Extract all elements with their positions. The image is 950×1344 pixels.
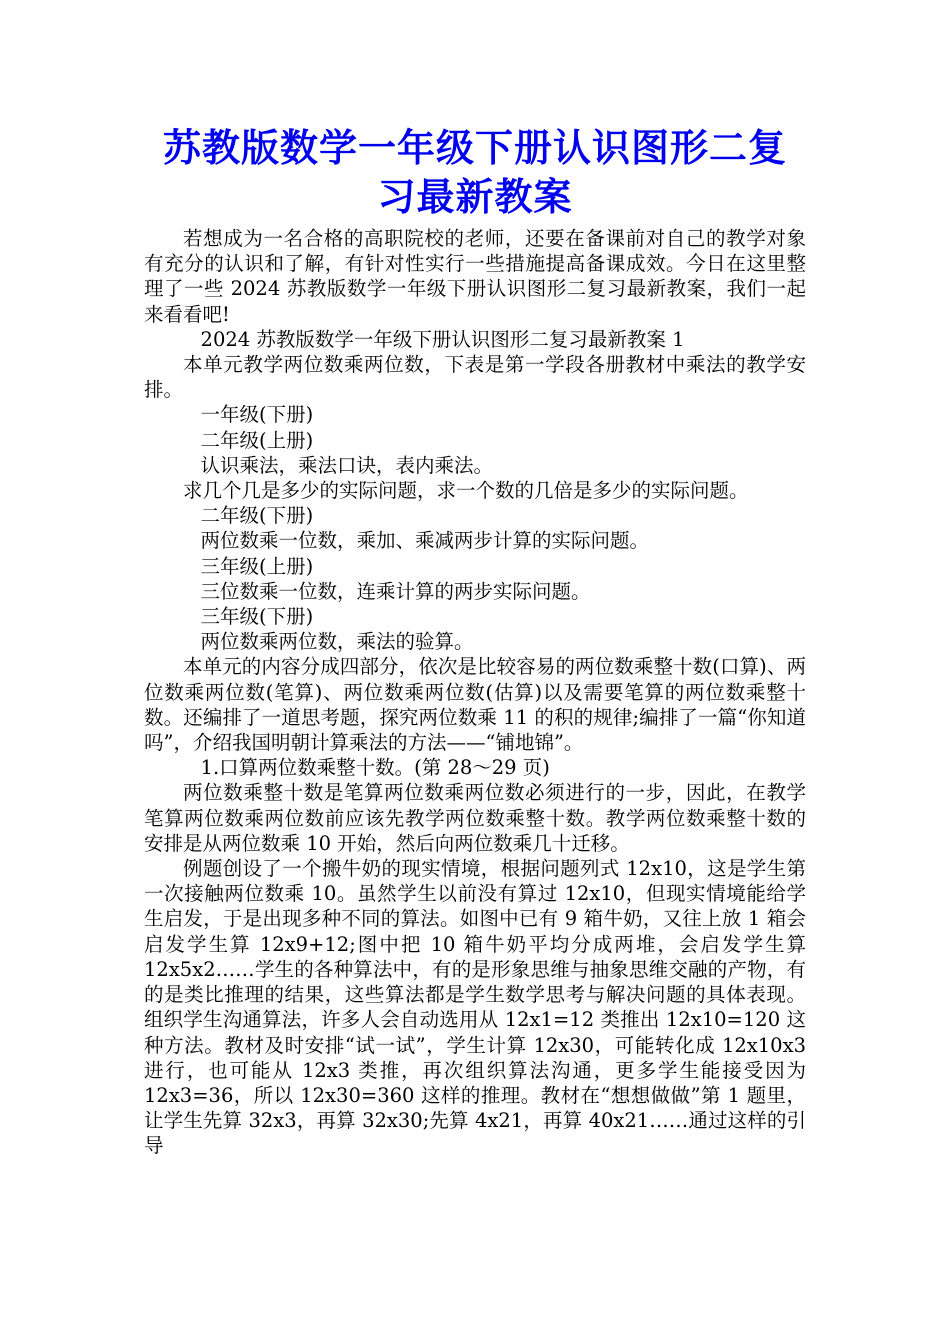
grade-label: 二年级(下册)	[200, 504, 314, 528]
grade-label: 二年级(上册)	[200, 428, 314, 452]
grade-label: 三年级(上册)	[200, 554, 314, 578]
paragraph: 本单元教学两位数乘两位数，下表是第一学段各册教材中乘法的教学安排。	[144, 353, 806, 402]
document-page	[144, 124, 806, 1159]
paragraph: 两位数乘整十数是笔算两位数乘两位数必须进行的一步，因此，在教学笔算两位数乘两位数前应该先教学两位数乘整十数。教学两位数乘整十数的安排是从两位数乘 10 开始，然后向两位数乘几十迁移。	[144, 781, 806, 855]
paragraph: 认识乘法，乘法口诀，表内乘法。	[200, 453, 494, 477]
paragraph: 两位数乘两位数，乘法的验算。	[200, 630, 474, 654]
paragraph: 本单元的内容分成四部分，依次是比较容易的两位数乘整十数(口算)、两位数乘两位数(笔算)、两位数乘两位数(估算)以及需要笔算的两位数乘整十数。还编排了一道思考题，探究两位数乘 11 的积的规律;编排了一篇“你知道吗”，介绍我国明朝计算乘法的方法——“铺地锦”。	[144, 655, 806, 755]
grade-label: 一年级(下册)	[200, 403, 314, 427]
grade-label: 三年级(下册)	[200, 605, 314, 629]
paragraph: 求几个几是多少的实际问题，求一个数的几倍是多少的实际问题。	[183, 479, 749, 503]
document-title: 苏教版数学一年级下册认识图形二复习最新教案	[162, 126, 787, 219]
paragraph: 例题创设了一个搬牛奶的现实情境，根据问题列式 12x10，这是学生第一次接触两位数乘 10。虽然学生以前没有算过 12x10，但现实情境能给学生启发，于是出现多种不同的算法。如图中已有 9 箱牛奶，又往上放 1 箱会启发学生算 12x9+12;图中把 10 箱牛奶平均分成两堆，会启发学生算 12x5x2……学生的各种算法中，有的是形象思维与抽象思维交融的产物，有的是类比推理的结果，这些算法都是学生数学思考与解决问题的具体表现。组织学生沟通算法，许多人会自动选用从 12x1=12 类推出 12x10=120 这种方法。教材及时安排“试一试”，学生计算 12x30，可能转化成 12x10x3 进行，也可能从 12x3 类推，再次组织算法沟通，更多学生能接受因为 12x3=36，所以 12x30=360 这样的推理。教材在“想想做做”第 1 题里，让学生先算 32x3，再算 32x30;先算 4x21，再算 40x21……通过这样的引导	[144, 857, 806, 1158]
section-heading: 2024 苏教版数学一年级下册认识图形二复习最新教案 1	[200, 327, 685, 351]
subsection-heading: 1.口算两位数乘整十数。(第 28～29 页)	[200, 756, 550, 780]
paragraph: 三位数乘一位数，连乘计算的两步实际问题。	[200, 579, 591, 603]
intro-paragraph: 若想成为一名合格的高职院校的老师，还要在备课前对自己的教学对象有充分的认识和了解，有针对性实行一些措施提高备课成效。今日在这里整理了一些 2024 苏教版数学一年级下册认识图形二复习最新教案，我们一起来看看吧!	[144, 227, 806, 326]
paragraph: 两位数乘一位数，乘加、乘减两步计算的实际问题。	[200, 529, 650, 553]
